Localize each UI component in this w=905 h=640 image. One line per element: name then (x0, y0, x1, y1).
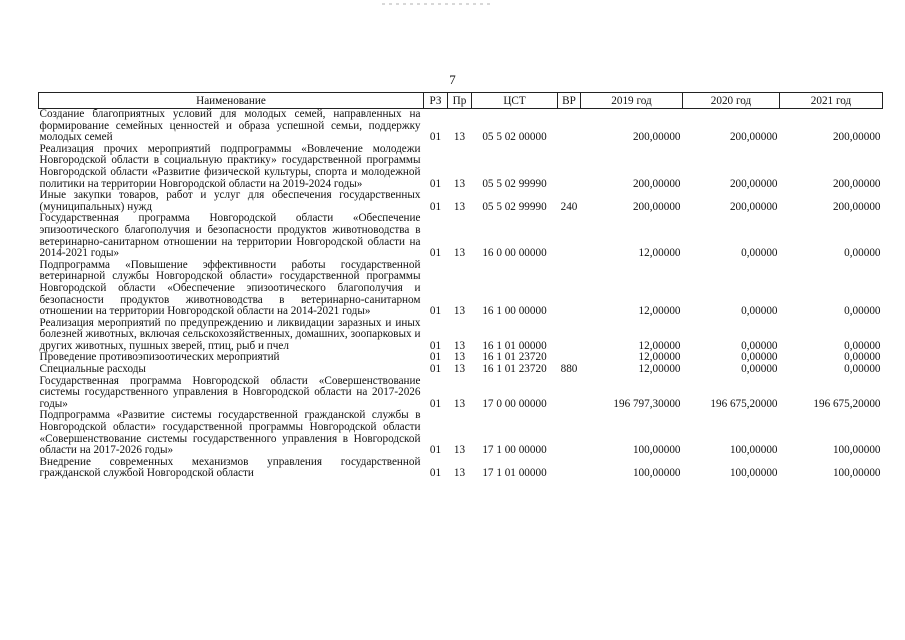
row-vr: 240 (560, 200, 578, 213)
row-2019: 12,00000 (638, 247, 681, 260)
row-name: Подпрограмма «Повышение эффективности работы государственной ветеринарной службы Новгородской области» государственной программы Новгородской области «Обеспечение эпизоотического благополучия и безопасности продуктов животноводства в ветеринарно-санитарном отношении на территории Новгородской области на 2014-2021 годы» (39, 258, 421, 318)
header-cst: ЦСТ (472, 93, 558, 109)
header-pr: Пр (448, 93, 472, 109)
row-vr (558, 376, 581, 411)
header-rz: РЗ (424, 93, 448, 109)
row-cst: 17 0 00 00000 (482, 397, 547, 410)
row-name: Проведение противоэпизоотических мероприятий (39, 351, 280, 364)
row-rz: 01 (429, 351, 442, 364)
row-2021: 0,00000 (844, 339, 881, 352)
row-pr: 13 (453, 305, 466, 318)
row-2021: 100,00000 (832, 444, 881, 457)
row-pr: 13 (453, 339, 466, 352)
table-row (39, 213, 883, 259)
header-2020: 2020 год (683, 93, 780, 109)
row-2019: 12,00000 (638, 305, 681, 318)
row-rz: 01 (429, 339, 442, 352)
row-vr (558, 457, 581, 480)
row-2021: 0,00000 (844, 351, 881, 364)
table-body (39, 109, 883, 481)
row-2021: 100,00000 (832, 467, 881, 480)
row-2019: 200,00000 (632, 177, 681, 190)
row-rz: 01 (429, 305, 442, 318)
budget-table (38, 92, 883, 480)
row-cst: 05 5 02 99990 (482, 177, 547, 190)
row-rz: 01 (429, 363, 442, 376)
row-rz: 01 (429, 397, 442, 410)
row-2020: 0,00000 (741, 305, 778, 318)
row-cst: 16 1 01 00000 (482, 339, 547, 352)
row-2019: 100,00000 (632, 467, 681, 480)
row-rz: 01 (429, 200, 442, 213)
row-2021: 0,00000 (844, 247, 881, 260)
table-row (39, 457, 883, 480)
row-2019: 12,00000 (638, 351, 681, 364)
row-cst: 05 5 02 99990 (482, 200, 547, 213)
row-name: Внедрение современных механизмов управления государственной гражданской службой Новгородской области (39, 455, 421, 480)
row-vr (558, 410, 581, 456)
row-2019: 12,00000 (638, 339, 681, 352)
table-row (39, 410, 883, 456)
row-pr: 13 (453, 247, 466, 260)
row-cst: 16 1 00 00000 (482, 305, 547, 318)
row-rz: 01 (429, 177, 442, 190)
row-pr: 13 (453, 397, 466, 410)
row-vr (558, 260, 581, 318)
row-pr: 13 (453, 444, 466, 457)
row-name: Подпрограмма «Развитие системы государственной гражданской службы в Новгородской области» государственной программы Новгородской области «Совершенствование системы государственного управления в Новгородской области на 2017-2026 годы» (39, 409, 421, 457)
row-cst: 17 1 00 00000 (482, 444, 547, 457)
row-2020: 100,00000 (729, 444, 778, 457)
row-cst: 16 0 00 00000 (482, 247, 547, 260)
header-2021: 2021 год (780, 93, 883, 109)
row-2021: 196 675,20000 (813, 397, 881, 410)
table-row (39, 260, 883, 318)
row-2019: 12,00000 (638, 363, 681, 376)
row-2019: 200,00000 (632, 131, 681, 144)
table-row (39, 364, 883, 376)
row-2020: 200,00000 (729, 131, 778, 144)
row-2020: 0,00000 (741, 351, 778, 364)
row-2020: 200,00000 (729, 200, 778, 213)
row-cst: 17 1 01 00000 (482, 467, 547, 480)
row-cst: 05 5 02 00000 (482, 131, 547, 144)
row-rz: 01 (429, 131, 442, 144)
row-name: Создание благоприятных условий для молодых семей, направленных на формирование семейных ценностей и образа успешной семьи, поддержку молодых семей (39, 108, 421, 144)
row-vr: 880 (560, 363, 578, 376)
row-vr (558, 144, 581, 190)
row-name: Специальные расходы (39, 363, 146, 376)
row-name: Государственная программа Новгородской области «Обеспечение эпизоотического благополучия и безопасности продуктов животноводства в ветеринарно-санитарном отношении на территории Новгородской области на 2014-2021 годы» (39, 212, 421, 260)
table-row (39, 144, 883, 190)
row-2021: 200,00000 (832, 200, 881, 213)
row-pr: 13 (453, 363, 466, 376)
row-pr: 13 (453, 131, 466, 144)
table-header-row (39, 93, 883, 109)
row-pr: 13 (453, 351, 466, 364)
row-2020: 0,00000 (741, 247, 778, 260)
row-rz: 01 (429, 247, 442, 260)
header-vr: ВР (558, 93, 581, 109)
row-vr (558, 318, 581, 353)
row-vr (558, 109, 581, 144)
header-2019: 2019 год (581, 93, 683, 109)
row-name: Реализация прочих мероприятий подпрограммы «Вовлечение молодежи Новгородской области в социальную практику» государственной программы Новгородской области «Развитие физической культуры, спорта и молодежной политики на территории Новгородской области на 2019-2024 годы» (39, 142, 421, 190)
table-row (39, 190, 883, 213)
row-2019: 100,00000 (632, 444, 681, 457)
scan-artifact (382, 3, 492, 5)
row-2021: 200,00000 (832, 177, 881, 190)
row-cst: 16 1 01 23720 (482, 363, 547, 376)
row-name: Реализация мероприятий по предупреждению и ликвидации заразных и иных болезней животных, включая сельскохозяйственных, домашних, зоопарковых и других животных, пушных зверей, птиц, рыб и пчел (39, 316, 421, 352)
row-pr: 13 (453, 177, 466, 190)
row-name: Иные закупки товаров, работ и услуг для обеспечения государственных (муниципальных) нужд (39, 189, 421, 213)
header-name: Наименование (39, 93, 424, 109)
row-name: Государственная программа Новгородской области «Совершенствование системы государственного управления в Новгородской области на 2017-2026 годы» (39, 374, 421, 410)
row-2020: 196 675,20000 (710, 397, 778, 410)
row-cst: 16 1 01 23720 (482, 351, 547, 364)
table-row (39, 109, 883, 144)
row-2019: 196 797,30000 (613, 397, 681, 410)
row-2019: 200,00000 (632, 200, 681, 213)
row-2020: 200,00000 (729, 177, 778, 190)
row-rz: 01 (429, 467, 442, 480)
row-2021: 0,00000 (844, 305, 881, 318)
row-pr: 13 (453, 200, 466, 213)
row-2020: 0,00000 (741, 363, 778, 376)
page-number: 7 (449, 72, 456, 87)
row-vr (558, 213, 581, 259)
row-pr: 13 (453, 467, 466, 480)
table-row (39, 318, 883, 353)
row-2020: 100,00000 (729, 467, 778, 480)
row-2021: 0,00000 (844, 363, 881, 376)
table-row (39, 376, 883, 411)
row-2021: 200,00000 (832, 131, 881, 144)
row-2020: 0,00000 (741, 339, 778, 352)
row-rz: 01 (429, 444, 442, 457)
